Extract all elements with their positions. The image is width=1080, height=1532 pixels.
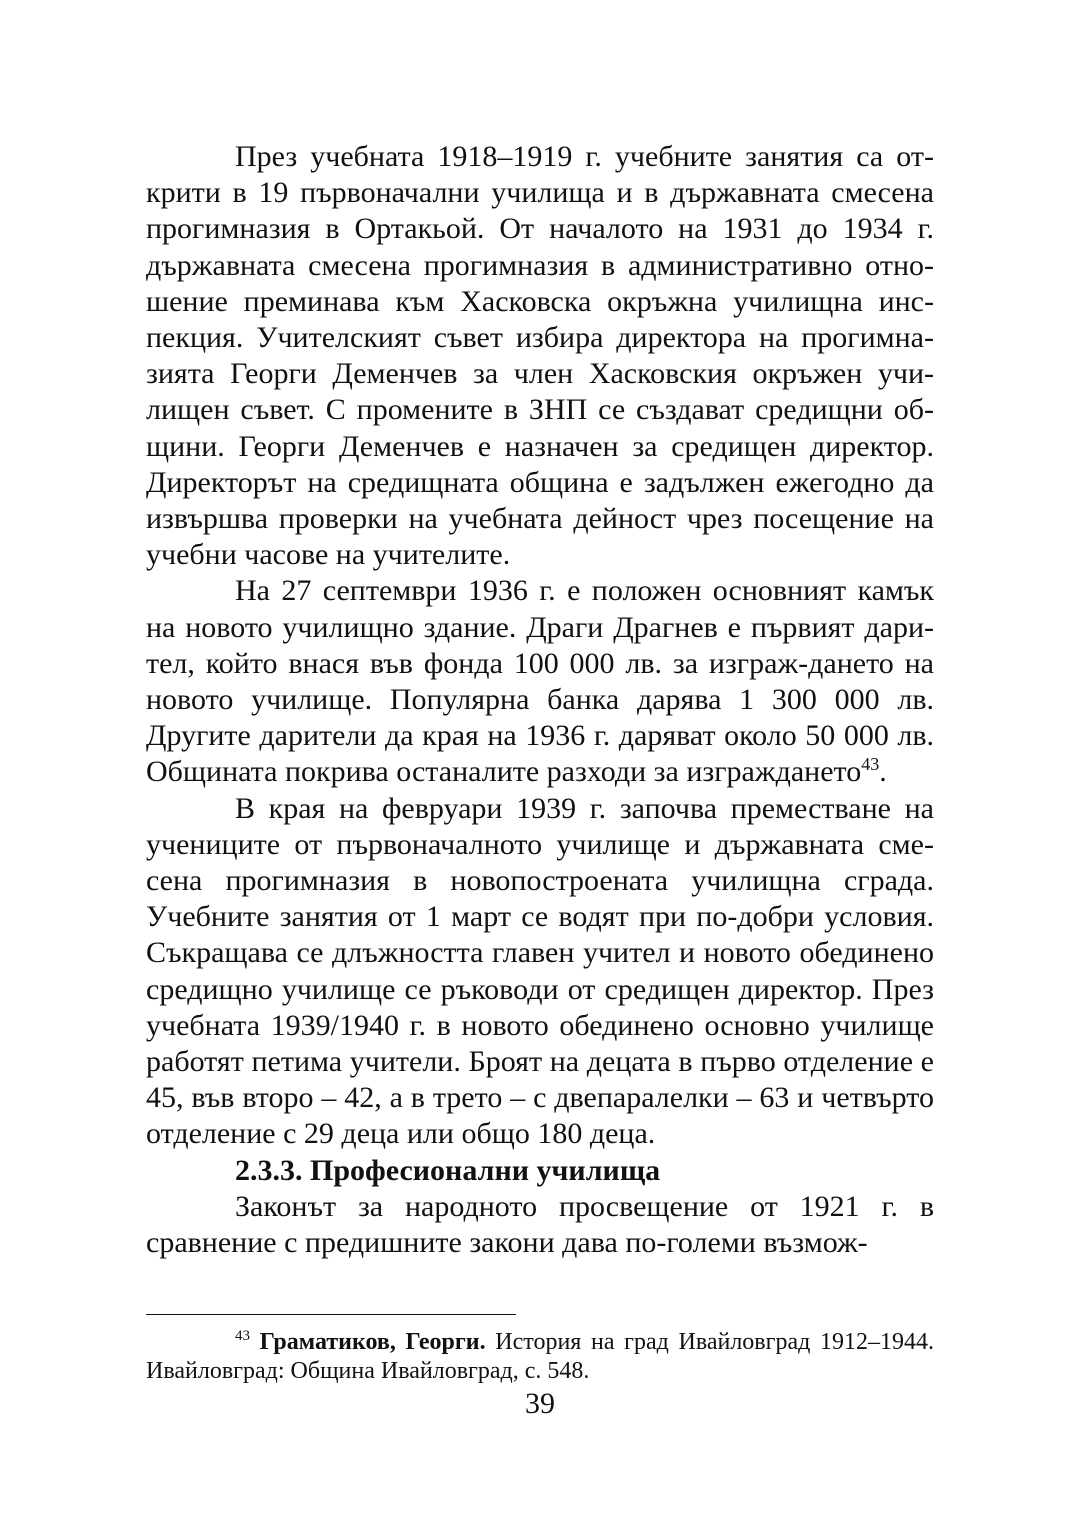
paragraph-3-text: В края на февруари 1939 г. започва преместване на учениците от първоначалното училище и държавната смесена прогимназия в новопостроената училищна сграда. Учебните занятия от 1 март се водят при по-добри условия. Съкращава се длъжността главен учител и новото обединено средищно училище се ръководи от средищен директор. През учебната 1939/1940 г. в новото обединено основно училище работят петима учители. Броят на децата в първо отделение е 45, във второ – 42, а в трето – с двепаралелки – 63 и четвърто отделение с 29 деца или общо 180 деца.: [146, 791, 934, 1151]
main-text: [146, 139, 934, 1261]
footnote-divider: [146, 1314, 516, 1315]
paragraph-2-text: На 27 септември 1936 г. е положен основният камък на новото училищно здание. Драги Драгнев е първият дари-тел, който внася във фонда 100 000 лв. за изграж-дането на новото училище. Популярна банка дарява 1 300 000 лв. Другите дарители да края на 1936 г. даряват около 50 000 лв. Общината покрива останалите разходи за изграждането: [146, 574, 934, 789]
paragraph-1: [146, 139, 934, 573]
footnote: [146, 1328, 934, 1386]
paragraph-1-text: През учебната 1918–1919 г. учебните занятия са открити в 19 първоначални училища и в държавната смесена прогимназия в Ортакьой. От началото на 1931 до 1934 г. държавната смесена прогимназия в административно отношение преминава към Хасковска окръжна училищна инспекция. Учителският съвет избира директора на прогимназията Георги Деменчев за член Хасковския окръжен училищен съвет. С промените в ЗНП се създават средищни общини. Георги Деменчев е назначен за средищен директор. Директорът на средищната община е задължен ежегодно да извършва проверки на учебната дейност чрез посещение на учебни часове на учителите.: [146, 140, 934, 572]
section-heading: 2.3.3. Професионални училища: [235, 1153, 661, 1187]
footnote-author: Граматиков, Георги.: [259, 1329, 486, 1355]
footnote-number: 43: [235, 1328, 250, 1344]
paragraph-2-tail: .: [879, 755, 887, 789]
footnote-reference[interactable]: 43: [861, 754, 880, 775]
paragraph-3: [146, 791, 934, 1153]
section-paragraph-text: Законът за народното просвещение от 1921 г. в сравнение с предишните закони дава по-големи възмож-: [146, 1189, 934, 1260]
section-paragraph: [146, 1189, 934, 1261]
footnote-text: История на град Ивайловград 1912–1944. Ивайловград: Община Ивайловград, с. 548.: [146, 1329, 935, 1384]
page-number: 39: [525, 1387, 555, 1420]
paragraph-2: [146, 573, 934, 790]
